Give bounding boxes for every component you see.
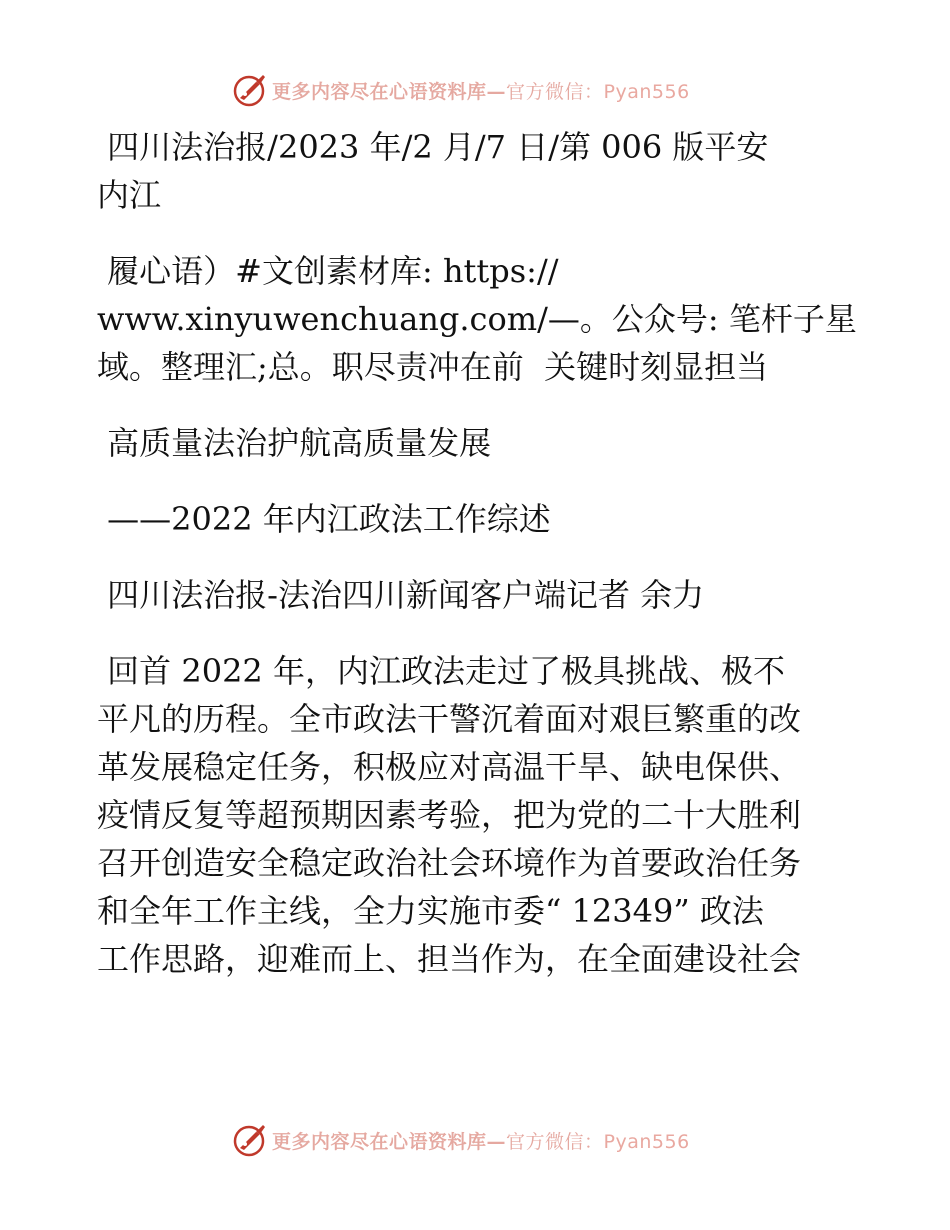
- byline-line: 四川法治报-法治四川新闻客户端记者 余力: [97, 576, 705, 614]
- byline: [97, 571, 857, 619]
- text-line: 平凡的历程。全市政法干警沉着面对艰巨繁重的改: [97, 700, 802, 738]
- footer-watermark-banner: [232, 1120, 712, 1160]
- watermark-text: 更多内容尽在心语资料库—官方微信：Pyan556: [272, 80, 690, 103]
- pen-logo-icon: [232, 1122, 268, 1158]
- text-line: 域。整理汇;总。职尽责冲在前 关键时刻显担当: [97, 348, 769, 386]
- text-line: 召开创造安全稳定政治社会环境作为首要政治任务: [97, 844, 802, 882]
- text-line: 四川法治报/2023 年/2 月/7 日/第 006 版平安: [97, 128, 769, 166]
- header-watermark-banner: [232, 70, 712, 110]
- article-body: [97, 123, 857, 983]
- text-line: 革发展稳定任务，积极应对高温干旱、缺电保供、: [97, 748, 802, 786]
- watermark-text: 更多内容尽在心语资料库—官方微信：Pyan556: [272, 1130, 690, 1153]
- text-line: 内江: [97, 176, 162, 214]
- source-paragraph: [97, 123, 857, 219]
- text-line: 履心语）#文创素材库: https://: [97, 252, 559, 290]
- article-title: [97, 419, 857, 467]
- subtitle-line: ——2022 年内江政法工作综述: [97, 500, 551, 538]
- note-paragraph: [97, 247, 857, 391]
- body-paragraph: [97, 647, 857, 983]
- title-line: 高质量法治护航高质量发展: [97, 424, 492, 462]
- text-line: 和全年工作主线，全力实施市委“ 12349” 政法: [97, 892, 764, 930]
- article-subtitle: [97, 495, 857, 543]
- text-line: 工作思路，迎难而上、担当作为，在全面建设社会: [97, 940, 802, 978]
- text-line: 回首 2022 年，内江政法走过了极具挑战、极不: [97, 652, 785, 690]
- text-line: www.xinyuwenchuang.com/—。公众号: 笔杆子星: [97, 300, 857, 338]
- text-line: 疫情反复等超预期因素考验，把为党的二十大胜利: [97, 796, 802, 834]
- pen-logo-icon: [232, 72, 268, 108]
